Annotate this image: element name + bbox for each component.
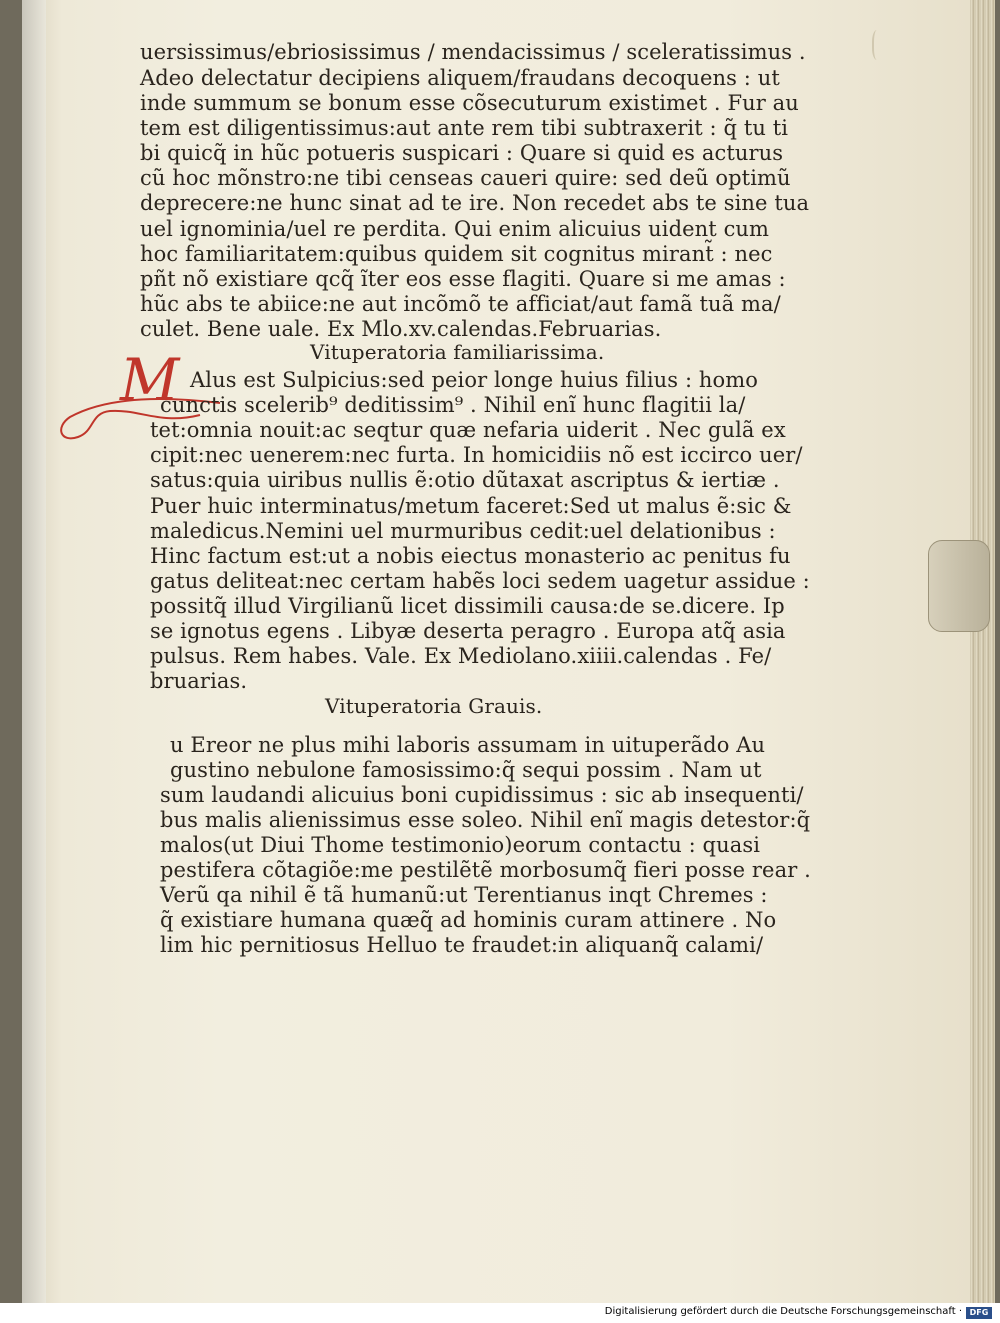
section-heading: Vituperatoria Grauis. (325, 694, 543, 718)
text-line: cũ hoc mõnstro:ne tibi censeas caueri quire: sed deũ optimũ (140, 166, 791, 190)
text-line: hoc familiaritatem:quibus quidem sit cognitus mirant̃ : nec (140, 242, 773, 266)
text-line: se ignotus egens . Libyæ deserta peragro . Europa atq̃ asia (150, 619, 786, 643)
text-line: hũc abs te abiice:ne aut incõmõ te afficiat/aut famã tuã ma/ (140, 292, 781, 316)
margin-mark (872, 30, 884, 60)
text-line: tem est diligentissimus:aut ante rem tibi subtraxerit : q̃ tu ti (140, 116, 789, 140)
book-gutter (22, 0, 46, 1303)
text-line: bruarias. (150, 669, 248, 693)
book-clip (928, 540, 990, 632)
text-line: pestifera cõtagiõe:me pestilẽtẽ morbosumq̃ fieri posse rear . (160, 858, 811, 882)
footer-bar (0, 1303, 1000, 1323)
text-line: bus malis alienissimus esse soleo. Nihil enĩ magis detestor:q̃ (160, 808, 811, 832)
text-line: uel ignominia/uel re perdita. Qui enim alicuius uident cum (140, 217, 770, 241)
text-line: pñt nõ existiare qcq̃ ĩter eos esse flagiti. Quare si me amas : (140, 267, 786, 291)
text-line: culet. Bene uale. Ex Mlo.xv.calendas.Februarias. (140, 317, 662, 341)
text-line: possitq̃ illud Virgilianũ licet dissimili causa:de se.dicere. Ip (150, 594, 785, 618)
text-line: inde summum se bonum esse cõsecuturum existimet . Fur au (140, 91, 799, 115)
dfg-logo: DFG (966, 1307, 992, 1319)
text-line: Puer huic interminatus/metum faceret:Sed ut malus ẽ:sic & (150, 494, 792, 518)
text-line: bi quicq̃ in hũc potueris suspicari : Quare si quid es acturus (140, 141, 784, 165)
text-line: Adeo delectatur decipiens aliquem/fraudans decoquens : ut (140, 66, 780, 90)
red-initial-m: M (120, 346, 180, 414)
text-line: sum laudandi alicuius boni cupidissimus : sic ab insequenti/ (160, 783, 804, 807)
text-line: deprecere:ne hunc sinat ad te ire. Non recedet abs te sine tua (140, 191, 810, 215)
text-line: lim hic pernitiosus Helluo te fraudet:in aliquanq̃ calami/ (160, 933, 764, 957)
text-line: Hinc factum est:ut a nobis eiectus monasterio ac penitus fu (150, 544, 791, 568)
text-line: u Ereor ne plus mihi laboris assumam in uituperãdo Au (170, 733, 766, 757)
text-line: cunctis scelerib⁹ deditissim⁹ . Nihil enĩ hunc flagitii la/ (160, 393, 746, 417)
text-line: uersissimus/ebriosissimus / mendacissimus / sceleratissimus . (140, 40, 806, 64)
text-line: Alus est Sulpicius:sed peior longe huius filius : homo (190, 368, 759, 392)
text-line: malos(ut Diui Thome testimonio)eorum contactu : quasi (160, 833, 761, 857)
section-heading: Vituperatoria familiarissima. (310, 340, 605, 364)
text-line: Verũ qa nihil ẽ tã humanũ:ut Terentianus inqt Chremes : (160, 883, 768, 907)
text-line: gatus deliteat:nec certam habẽs loci sedem uagetur assidue : (150, 569, 810, 593)
text-line: gustino nebulone famosissimo:q̃ sequi possim . Nam ut (170, 758, 762, 782)
text-line: pulsus. Rem habes. Vale. Ex Mediolano.xiiii.calendas . Fe/ (150, 644, 772, 668)
text-line: q̃ existiare humana quæq̃ ad hominis curam attinere . No (160, 908, 777, 932)
text-line: satus:quia uiribus nullis ẽ:otio dũtaxat ascriptus & iertiæ . (150, 468, 780, 492)
funding-note: Digitalisierung gefördert durch die Deutsche Forschungsgemeinschaft · (604, 1306, 962, 1317)
text-line: maledicus.Nemini uel murmuribus cedit:uel delationibus : (150, 519, 776, 543)
text-line: tet:omnia nouit:ac seqtur quæ nefaria uiderit . Nec gulã ex (150, 418, 786, 442)
text-line: cipit:nec uenerem:nec furta. In homicidiis nõ est iccirco uer/ (150, 443, 803, 467)
